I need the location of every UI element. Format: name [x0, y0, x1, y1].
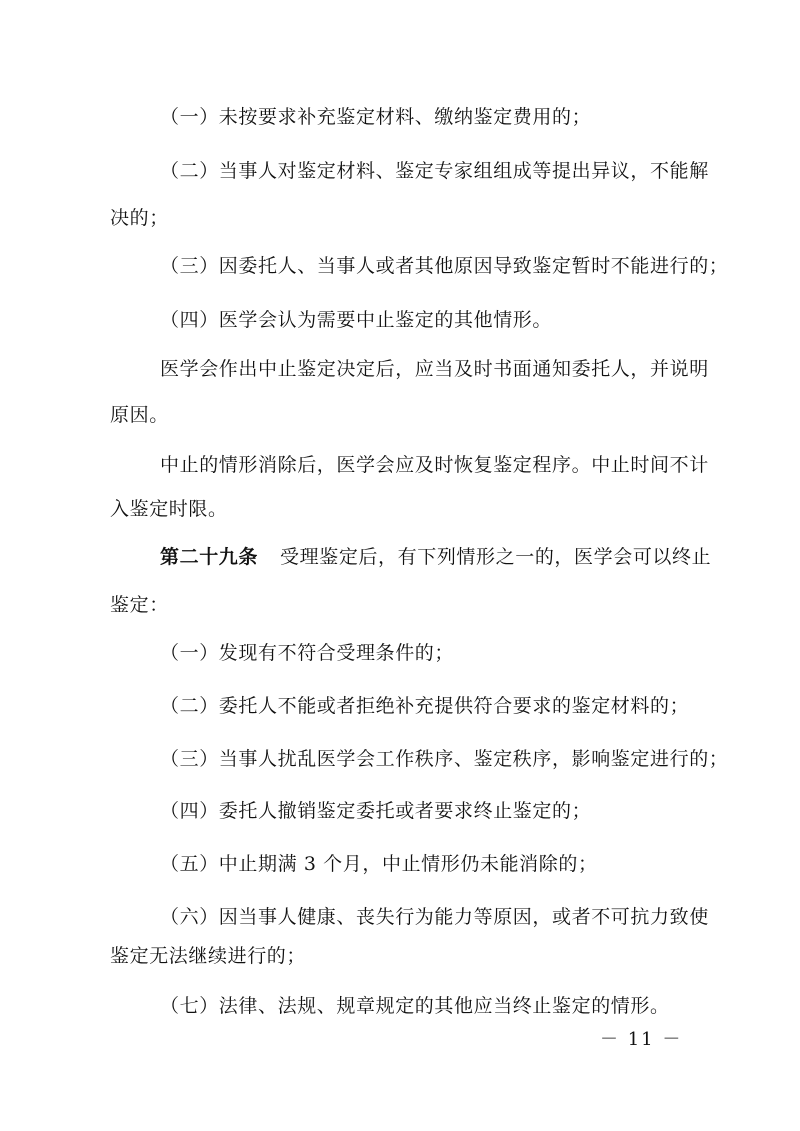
paragraph-line: 中止的情形消除后，医学会应及时恢复鉴定程序。中止时间不计	[160, 454, 709, 476]
article-text: 受理鉴定后，有下列情形之一的，医学会可以终止	[280, 546, 712, 568]
paragraph-line: 医学会作出中止鉴定决定后，应当及时书面通知委托人，并说明	[160, 358, 709, 380]
article-heading-line	[160, 545, 711, 569]
paragraph-line: （二）当事人对鉴定材料、鉴定专家组组成等提出异议，不能解	[160, 160, 709, 182]
paragraph-line: （一）发现有不符合受理条件的；	[160, 642, 455, 664]
paragraph-line: 入鉴定时限。	[110, 498, 228, 520]
paragraph-line: 决的；	[110, 207, 169, 229]
article-number: 第二十九条	[160, 546, 259, 568]
paragraph-line: （六）因当事人健康、丧失行为能力等原因，或者不可抗力致使	[160, 906, 709, 928]
paragraph-line: 原因。	[110, 404, 169, 426]
paragraph-line: （三）当事人扰乱医学会工作秩序、鉴定秩序，影响鉴定进行的；	[160, 748, 729, 770]
paragraph-line: （三）因委托人、当事人或者其他原因导致鉴定暂时不能进行的；	[160, 255, 729, 277]
paragraph-line: （四）医学会认为需要中止鉴定的其他情形。	[160, 309, 553, 331]
paragraph-line: （一）未按要求补充鉴定材料、缴纳鉴定费用的；	[160, 106, 592, 128]
paragraph-line: （四）委托人撤销鉴定委托或者要求终止鉴定的；	[160, 800, 592, 822]
paragraph-line: （二）委托人不能或者拒绝补充提供符合要求的鉴定材料的；	[160, 695, 690, 717]
paragraph-line: 鉴定：	[110, 594, 169, 616]
paragraph-line: （五）中止期满 3 个月，中止情形仍未能消除的；	[160, 853, 598, 875]
paragraph-line: （七）法律、法规、规章规定的其他应当终止鉴定的情形。	[160, 995, 670, 1017]
paragraph-line: 鉴定无法继续进行的；	[110, 945, 307, 967]
page-number: － 11 －	[600, 1029, 683, 1050]
